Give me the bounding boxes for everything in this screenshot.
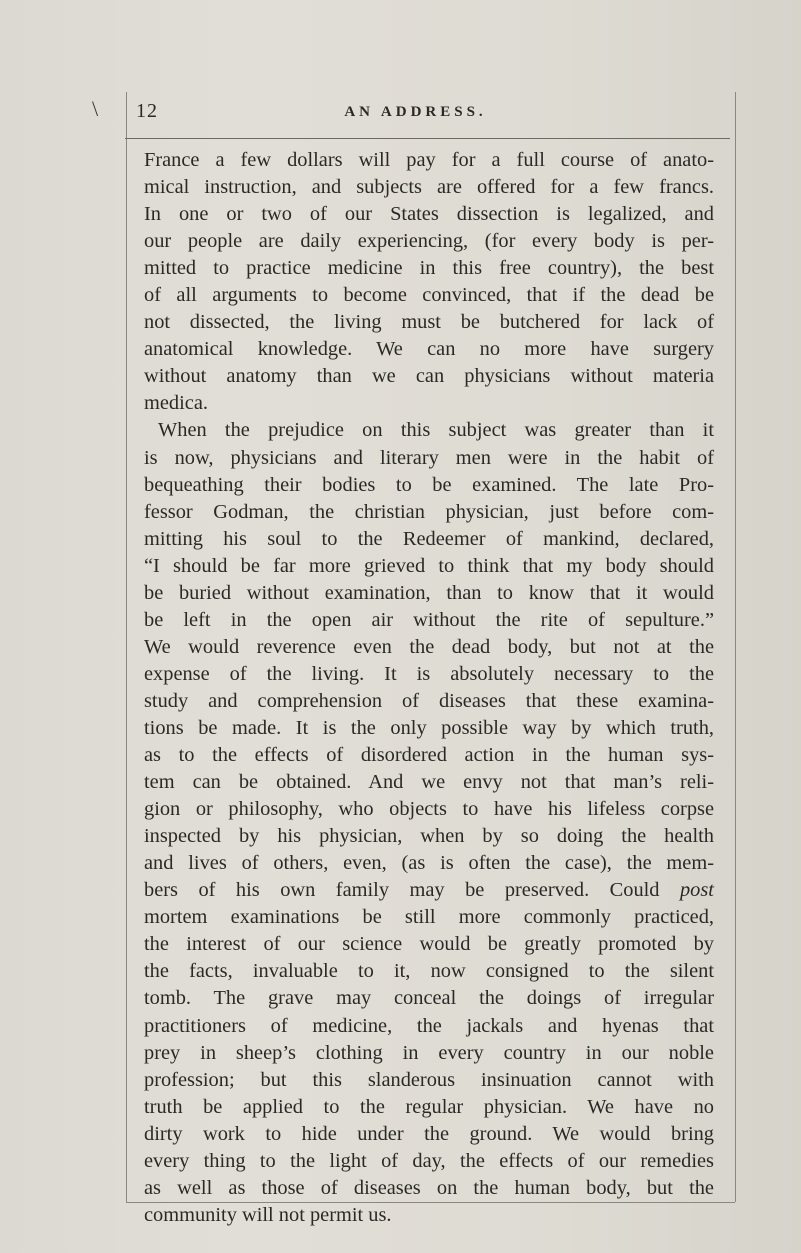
page-border-left <box>126 92 127 1202</box>
text-line: mitted to practice medicine in this free country), the best <box>144 257 714 280</box>
text-line: not dissected, the living must be butchered for lack of <box>144 311 714 334</box>
text-line: mortem examinations be still more commonly practiced, <box>144 906 714 929</box>
text-line: of all arguments to become convinced, that if the dead be <box>144 284 714 307</box>
text-line: prey in sheep’s clothing in every country in our noble <box>144 1041 714 1064</box>
text-line: community will not permit us. <box>144 1203 392 1226</box>
text-line: tions be made. It is the only possible way by which truth, <box>144 716 714 739</box>
page-number: 12 <box>136 100 158 122</box>
text-line: be buried without examination, than to know that it would <box>144 581 714 604</box>
margin-mark: \ <box>92 96 99 121</box>
text-line: “I should be far more grieved to think that my body should <box>144 554 714 577</box>
text-line: the interest of our science would be greatly promoted by <box>144 933 714 956</box>
text-line: practitioners of medicine, the jackals and hyenas that <box>144 1014 714 1037</box>
text-line: gion or philosophy, who objects to have his lifeless corpse <box>144 798 714 821</box>
text-line: We would reverence even the dead body, but not at the <box>144 635 714 658</box>
text-fragment: bers of his own family may be preserved. Could <box>144 879 660 902</box>
text-line: the facts, invaluable to it, now consigned to the silent <box>144 960 714 983</box>
running-head: AN ADDRESS. <box>344 104 487 120</box>
text-line: dirty work to hide under the ground. We would bring <box>144 1122 714 1145</box>
text-line: anatomical knowledge. We can no more have surgery <box>144 338 714 361</box>
text-line: inspected by his physician, when by so doing the health <box>144 825 714 848</box>
text-line: our people are daily experiencing, (for every body is per- <box>144 230 714 253</box>
text-line: In one or two of our States dissection is legalized, and <box>144 203 714 226</box>
text-line: is now, physicians and literary men were in the habit of <box>144 446 714 469</box>
text-line: France a few dollars will pay for a full course of anato- <box>144 149 714 171</box>
text-line: tem can be obtained. And we envy not that man’s reli- <box>144 771 714 794</box>
text-line: truth be applied to the regular physician. We have no <box>144 1095 714 1118</box>
text-line: be left in the open air without the rite of sepulture.” <box>144 608 714 631</box>
text-line: mical instruction, and subjects are offered for a few francs. <box>144 176 714 199</box>
italic-word: post <box>679 879 714 902</box>
text-line: profession; but this slanderous insinuation cannot with <box>144 1068 714 1091</box>
header-rule <box>125 138 730 139</box>
text-line: fessor Godman, the christian physician, just before com- <box>144 500 714 523</box>
text-line: and lives of others, even, (as is often the case), the mem- <box>144 852 714 875</box>
text-line: study and comprehension of diseases that these examina- <box>144 689 714 712</box>
text-line: expense of the living. It is absolutely necessary to the <box>144 662 714 685</box>
text-line: as well as those of diseases on the human body, but the <box>144 1176 714 1199</box>
text-line: mitting his soul to the Redeemer of mankind, declared, <box>144 527 714 550</box>
text-line: tomb. The grave may conceal the doings of irregular <box>144 987 714 1010</box>
text-line-with-italic <box>144 877 714 904</box>
text-line: as to the effects of disordered action in the human sys- <box>144 744 714 767</box>
body-text <box>144 147 714 1229</box>
page-border-bottom <box>126 1202 735 1203</box>
text-line: every thing to the light of day, the effects of our remedies <box>144 1149 714 1172</box>
text-line: bequeathing their bodies to be examined. The late Pro- <box>144 473 714 496</box>
text-line: without anatomy than we can physicians without materia <box>144 365 714 388</box>
text-line: medica. <box>144 392 208 415</box>
text-line: When the prejudice on this subject was greater than it <box>158 419 714 442</box>
page-border-right <box>735 92 736 1202</box>
